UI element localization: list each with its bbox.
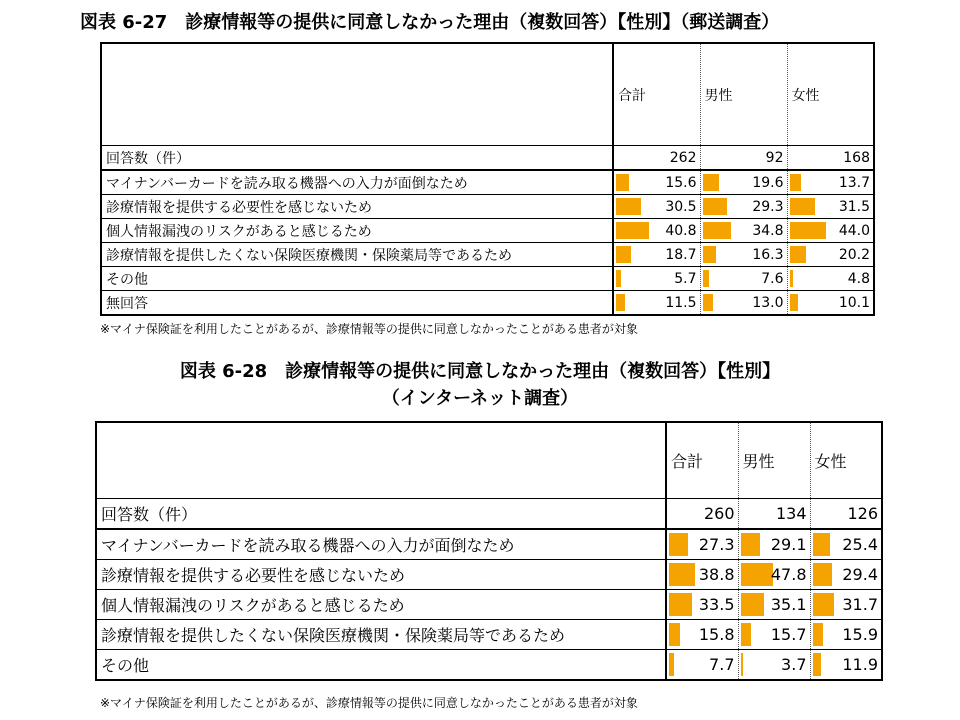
value-text: 40.8 [665, 222, 697, 239]
value-text: 11.5 [665, 294, 697, 311]
value-cell-male [700, 170, 787, 195]
value-text: 15.6 [665, 174, 697, 191]
row-label: 個人情報漏洩のリスクがあると感じるため [101, 219, 613, 243]
value-bar [813, 563, 833, 586]
value-bar [703, 246, 716, 263]
value-text: 16.3 [752, 246, 784, 263]
table1-col-male: 男性 [700, 43, 787, 146]
table2 [95, 421, 883, 681]
table2-count-total: 260 [666, 499, 738, 530]
table-row [96, 650, 882, 681]
value-cell-female [810, 590, 882, 620]
value-text: 19.6 [752, 174, 784, 191]
table1-col-female: 女性 [787, 43, 874, 146]
value-cell-male [700, 291, 787, 316]
table-row [101, 170, 874, 195]
value-cell-total [613, 219, 700, 243]
value-bar [616, 222, 649, 239]
value-cell-male [700, 267, 787, 291]
value-bar [669, 533, 688, 556]
table1-count-male: 92 [700, 146, 787, 171]
value-bar [813, 593, 835, 616]
value-cell-male [700, 195, 787, 219]
table2-col-female: 女性 [810, 422, 882, 499]
value-text: 18.7 [665, 246, 697, 263]
value-cell-total [613, 243, 700, 267]
value-bar [790, 198, 816, 215]
table2-header-blank [96, 422, 666, 499]
row-label: 診療情報を提供する必要性を感じないため [101, 195, 613, 219]
value-bar [813, 533, 830, 556]
value-bar [703, 174, 719, 191]
value-text: 4.8 [847, 270, 870, 287]
value-text: 13.0 [752, 294, 784, 311]
value-text: 30.5 [665, 198, 697, 215]
value-cell-female [810, 560, 882, 590]
value-cell-female [787, 195, 874, 219]
value-text: 33.5 [698, 595, 735, 614]
value-cell-female [810, 620, 882, 650]
value-cell-total [666, 560, 738, 590]
value-bar [669, 653, 674, 676]
value-text: 31.7 [842, 595, 878, 614]
table1-count-total: 262 [613, 146, 700, 171]
row-label: その他 [101, 267, 613, 291]
value-text: 10.1 [838, 294, 870, 311]
row-label: 診療情報を提供したくない保険医療機関・保険薬局等であるため [96, 620, 666, 650]
value-bar [703, 294, 714, 311]
value-cell-male [700, 219, 787, 243]
value-bar [790, 174, 801, 191]
value-cell-female [787, 170, 874, 195]
value-bar [616, 246, 631, 263]
table2-count-male: 134 [738, 499, 810, 530]
value-cell-total [666, 650, 738, 681]
value-bar [616, 270, 621, 287]
value-text: 3.7 [781, 655, 807, 674]
value-text: 44.0 [838, 222, 870, 239]
value-cell-female [787, 243, 874, 267]
table2-col-total: 合計 [666, 422, 738, 499]
value-text: 15.8 [698, 625, 735, 644]
table2-title-line2: （インターネット調査） [381, 388, 579, 409]
value-cell-male [738, 560, 810, 590]
table1-note: ※マイナ保険証を利用したことがあるが、診療情報等の提供に同意しなかったことがある患者が対象 [100, 322, 638, 336]
value-bar [669, 593, 692, 616]
value-cell-male [738, 650, 810, 681]
value-text: 7.6 [761, 270, 784, 287]
table1-header-blank [101, 43, 613, 146]
row-label: その他 [96, 650, 666, 681]
value-text: 15.7 [770, 625, 807, 644]
value-bar [790, 222, 826, 239]
value-bar [741, 593, 765, 616]
table1-title: 図表 6-27 診療情報等の提供に同意しなかった理由（複数回答）【性別】（郵送調査） [80, 12, 780, 33]
table2-note: ※マイナ保険証を利用したことがあるが、診療情報等の提供に同意しなかったことがある患者が対象 [100, 696, 638, 710]
value-cell-total [613, 267, 700, 291]
row-label: 個人情報漏洩のリスクがあると感じるため [96, 590, 666, 620]
value-cell-male [738, 590, 810, 620]
value-cell-male [700, 243, 787, 267]
value-text: 35.1 [770, 595, 807, 614]
table2-title: 図表 6-28 診療情報等の提供に同意しなかった理由（複数回答）【性別】 [179, 361, 781, 382]
table1-col-total: 合計 [613, 43, 700, 146]
table-row [96, 529, 882, 560]
row-label: 診療情報を提供する必要性を感じないため [96, 560, 666, 590]
table-row [96, 590, 882, 620]
value-bar [669, 563, 695, 586]
value-text: 38.8 [698, 565, 735, 584]
value-text: 47.8 [770, 565, 807, 584]
table-row [96, 620, 882, 650]
value-bar [741, 563, 774, 586]
value-cell-total [613, 291, 700, 316]
value-bar [790, 294, 798, 311]
value-bar [703, 198, 727, 215]
value-text: 29.1 [770, 535, 807, 554]
value-text: 7.7 [709, 655, 735, 674]
value-bar [703, 222, 732, 239]
value-bar [703, 270, 709, 287]
value-cell-female [810, 650, 882, 681]
row-label: 診療情報を提供したくない保険医療機関・保険薬局等であるため [101, 243, 613, 267]
value-cell-total [613, 170, 700, 195]
value-text: 25.4 [842, 535, 878, 554]
table1-count-female: 168 [787, 146, 874, 171]
table-row [101, 267, 874, 291]
table-row [101, 219, 874, 243]
value-cell-female [787, 291, 874, 316]
value-cell-female [787, 267, 874, 291]
value-cell-total [666, 529, 738, 560]
value-text: 13.7 [838, 174, 870, 191]
value-bar [813, 653, 821, 676]
table2-col-male: 男性 [738, 422, 810, 499]
value-bar [669, 623, 680, 646]
value-text: 31.5 [838, 198, 870, 215]
value-text: 11.9 [842, 655, 878, 674]
value-bar [813, 623, 824, 646]
value-text: 29.3 [752, 198, 784, 215]
value-text: 15.9 [842, 625, 878, 644]
value-cell-total [666, 620, 738, 650]
value-text: 5.7 [674, 270, 697, 287]
value-bar [616, 294, 625, 311]
row-label: マイナンバーカードを読み取る機器への入力が面倒なため [96, 529, 666, 560]
value-cell-male [738, 529, 810, 560]
value-text: 27.3 [698, 535, 735, 554]
value-bar [790, 246, 807, 263]
table-row [101, 195, 874, 219]
table1 [100, 42, 875, 316]
value-text: 34.8 [752, 222, 784, 239]
table2-count-female: 126 [810, 499, 882, 530]
table-row [101, 243, 874, 267]
table-row [101, 291, 874, 316]
value-bar [790, 270, 794, 287]
table2-count-label: 回答数（件） [96, 499, 666, 530]
value-cell-total [666, 590, 738, 620]
row-label: 無回答 [101, 291, 613, 316]
value-text: 29.4 [842, 565, 878, 584]
value-cell-male [738, 620, 810, 650]
table1-count-label: 回答数（件） [101, 146, 613, 171]
value-text: 20.2 [838, 246, 870, 263]
value-cell-female [810, 529, 882, 560]
row-label: マイナンバーカードを読み取る機器への入力が面倒なため [101, 170, 613, 195]
table-row [96, 560, 882, 590]
value-bar [616, 198, 641, 215]
value-bar [616, 174, 629, 191]
value-bar [741, 653, 744, 676]
value-bar [741, 533, 761, 556]
value-cell-total [613, 195, 700, 219]
value-cell-female [787, 219, 874, 243]
value-bar [741, 623, 752, 646]
